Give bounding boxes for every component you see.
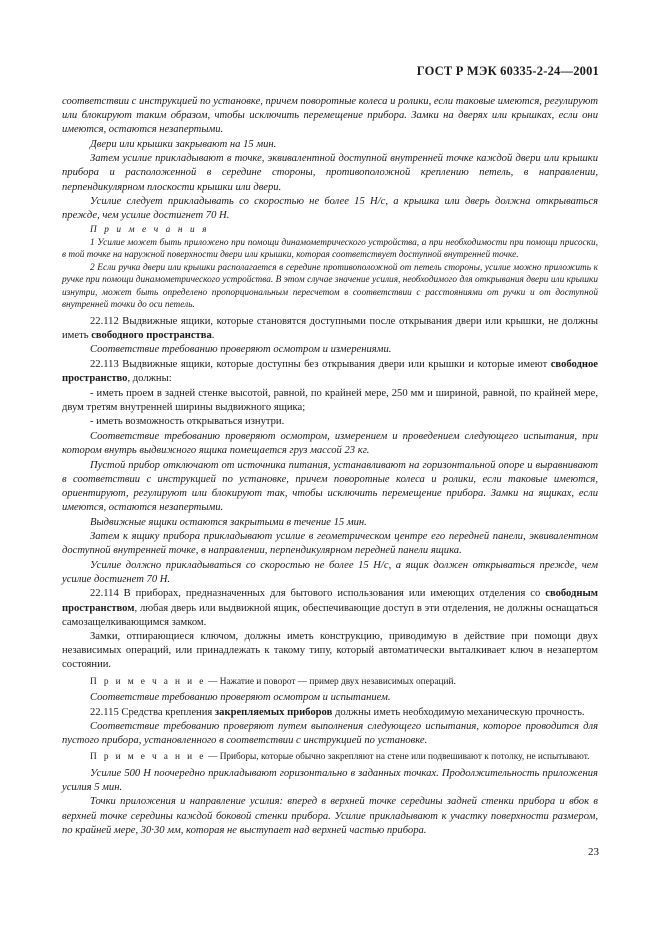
note-text: — Приборы, которые обычно закрепляют на стене или подвешивают к потолку, не испытывают. [205,752,590,763]
paragraph: Затем к ящику прибора прикладывают усилие в геометрическом центре его передней панели, эквивалентном доступной внутренней точке, в направлении, перпендикулярном передней панели ящика. [62,531,598,557]
page-content [62,95,598,838]
clause-text: 22.114 В приборах, предназначенных для бытового использования или имеющих отделения со [90,588,546,600]
term-bold: свободное пространство [62,358,598,385]
clause-text: 22.115 Средства крепления [90,706,215,718]
paragraph: Точки приложения и направление усилия: вперед в верхней точке середины задней стенки прибора и вбок в верхней точке середины каждой боковой стенки прибора. Усилие прикладывают к участку поверхности размером, по крайней мере, 30·30 мм, которая не выступает над верхней частью прибора. [62,796,598,836]
clause-text: 22.113 Выдвижные ящики, которые доступны без открывания двери или крышки и которые имеют [90,358,551,370]
clause-22-114 [62,587,598,629]
note-item: 1 Усилие может быть приложено при помощи динамометрического устройства, а при необходимости при помощи присоски, в той точке на наружной поверхности двери или крышки, которая соответствует доступной внутренней точке. [62,237,598,261]
note-label: П р и м е ч а н и е [90,676,206,687]
paragraph: Усилие 500 Н поочередно прикладывают горизонтально в заданных точках. Продолжительность приложения усилия 5 мин. [62,767,598,793]
paragraph: Пустой прибор отключают от источника питания, устанавливают на горизонтальной опоре и выравнивают в соответствии с инструкцией по установке, причем поворотные колеса и ролики, если таковые имеются, ориентируют, регулируют или блокируют так, чтобы исключить перемещение прибора. Замки на ящиках, если имеются, остаются незапертыми. [62,459,598,513]
note [62,751,598,763]
paragraph: Двери или крышки закрывают на 15 мин. [90,138,277,150]
clause-22-113 [62,358,598,386]
clause-text: , любая дверь или выдвижной ящик, обеспечивающие доступ в эти отделения, не должны оснащаться самозащелкивающимся замком. [62,602,598,628]
paragraph: Усилие должно прикладываться со скоростью не более 15 Н/с, а ящик должен открываться прежде, чем усилие достигнет 70 Н. [62,559,598,585]
term-bold: свободного пространства [91,329,212,341]
note-label: П р и м е ч а н и е [90,752,206,763]
paragraph: Усилие следует прикладывать со скоростью не более 15 Н/с, а крышка или дверь должна открываться прежде, чем усилие достигнет 70 Н. [62,196,598,222]
paragraph: Соответствие требованию проверяют осмотром и измерениями. [90,344,392,356]
clause-text: должны иметь необходимую механическую прочность. [332,706,585,718]
notes-heading: П р и м е ч а н и я [90,224,210,235]
note-item: 2 Если ручка двери или крышки располагается в середине противоположной от петель стороны, усилие можно приложить к ручке при помощи динамометрического устройства. В этом случае значение усилия, необходимого для открывания двери или крышки изнутри, может быть определено пропорциональным пересчетом в соответствии с расстояниями от ручки и от доступной внутренней точки до оси петель. [62,263,598,311]
paragraph: Соответствие требованию проверяют путем выполнения следующего испытания, которое проводится для пустого прибора, установленного в соответствии с инструкцией по установке. [62,721,598,747]
paragraph: Соответствие требованию проверяют осмотром и испытанием. [90,691,391,703]
clause-text: . [211,329,215,341]
term-bold: закрепляемых приборов [214,706,333,718]
page-number: 23 [588,846,599,858]
paragraph: Замки, отпирающиеся ключом, должны иметь конструкцию, приводимую в действие при помощи двух независимых операций, или принадлежать к такому типу, который автоматически выталкивает ключ в незапертом состоянии. [62,631,598,671]
list-item: - иметь возможность открываться изнутри. [90,416,285,428]
note-text: — Нажатие и поворот — пример двух независимых операций. [205,676,456,687]
paragraph: Затем усилие прикладывают в точке, эквивалентной доступной внутренней точке каждой двери или крышки прибора и расположенной в середине стороны, противоположной креплению петель, в направлении, перпендикулярном плоскости крышки или двери. [62,153,598,193]
paragraph: соответствии с инструкцией по установке, причем поворотные колеса и ролики, если таковые имеются, регулируют или блокируют таким образом, чтобы исключить перемещение прибора. Замки на дверях или крышках, если они имеются, остаются незапертыми. [62,96,598,136]
note [62,676,598,688]
list-item: - иметь проем в задней стенке высотой, равной, по крайней мере, 250 мм и шириной, равной, по крайней мере, двум третям внутренней ширины выдвижного ящика; [62,387,598,413]
clause-22-115 [62,706,598,720]
clause-text: 22.112 Выдвижные ящики, которые становятся доступными после открывания двери или крышки, не должны иметь [62,315,598,341]
paragraph: Выдвижные ящики остаются закрытыми в течение 15 мин. [90,516,367,528]
paragraph: Соответствие требованию проверяют осмотром, измерением и проведением следующего испытания, при котором внутрь выдвижного ящика помещается груз массой 23 кг. [62,430,598,457]
term-bold: свободным пространством [62,588,598,614]
clause-22-112 [62,315,598,343]
clause-text: , должны: [127,373,172,385]
page-header: ГОСТ Р МЭК 60335-2-24—2001 [416,64,599,78]
